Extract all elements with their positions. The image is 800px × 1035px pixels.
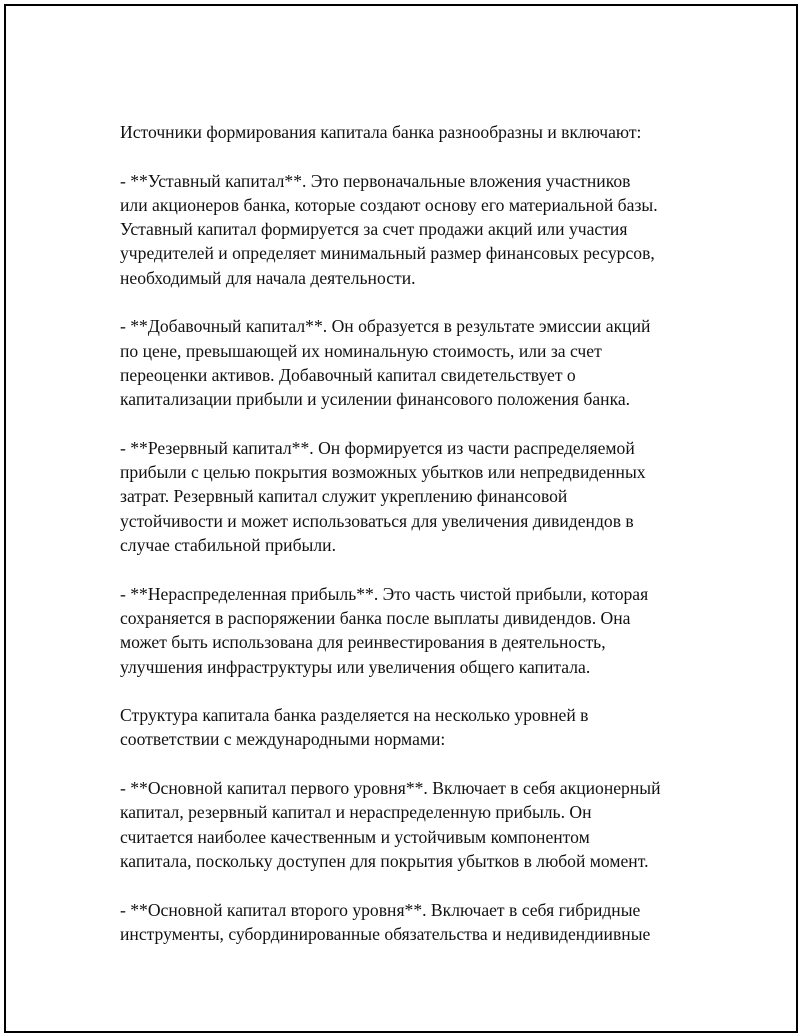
paragraph-reserve-capital	[120, 436, 710, 557]
paragraph-tier-two-capital	[120, 898, 710, 947]
text-line: капитал, резервный капитал и нераспределенную прибыль. Он	[120, 802, 592, 823]
paragraph-retained-earnings	[120, 582, 710, 679]
text-line: - **Основной капитал второго уровня**. Включает в себя гибридные	[120, 899, 641, 920]
text-line: инструменты, субординированные обязательства и недивидендиивные	[120, 923, 651, 944]
text-line: устойчивости и может использоваться для увеличения дивидендов в	[120, 510, 634, 531]
text-line: улучшения инфраструктуры или увеличения общего капитала.	[120, 656, 591, 677]
text-line: - **Нераспределенная прибыль**. Это часть чистой прибыли, которая	[120, 583, 649, 604]
text-line: по цене, превышающей их номинальную стоимость, или за счет	[120, 340, 602, 361]
text-line: - **Основной капитал первого уровня**. Включает в себя акционерный	[120, 778, 661, 799]
paragraph-capital-structure	[120, 703, 710, 752]
text-line: или акционеров банка, которые создают основу его материальной базы.	[120, 194, 658, 215]
paragraph-additional-capital	[120, 314, 710, 411]
paragraph-authorized-capital	[120, 169, 710, 290]
text-line: считается наиболее качественным и устойчивым компонентом	[120, 826, 590, 847]
text-line: сохраняется в распоряжении банка после выплаты дивидендов. Она	[120, 607, 631, 628]
document-page	[4, 4, 798, 1033]
text-line: капитала, поскольку доступен для покрытия убытков в любой момент.	[120, 850, 649, 871]
text-line: Уставный капитал формируется за счет продажи акций или участия	[120, 219, 628, 240]
text-line: прибыли с целью покрытия возможных убытков или непредвиденных	[120, 462, 646, 483]
text-line: - **Резервный капитал**. Он формируется из части распределяемой	[120, 437, 635, 458]
paragraph-tier-one-capital	[120, 776, 710, 873]
text-line: затрат. Резервный капитал служит укреплению финансовой	[120, 486, 568, 507]
text-line: переоценки активов. Добавочный капитал свидетельствует о	[120, 364, 576, 385]
text-line: - **Добавочный капитал**. Он образуется в результате эмиссии акций	[120, 316, 651, 337]
text-line: - **Уставный капитал**. Это первоначальные вложения участников	[120, 170, 631, 191]
text-line: необходимый для начала деятельности.	[120, 267, 416, 288]
text-line: соответствии с международными нормами:	[120, 729, 446, 750]
text-line: учредителей и определяет минимальный размер финансовых ресурсов,	[120, 243, 655, 264]
text-line: может быть использована для реинвестирования в деятельность,	[120, 632, 606, 653]
text-line: капитализации прибыли и усилении финансового положения банка.	[120, 389, 631, 410]
text-line: Источники формирования капитала банка разнообразны и включают:	[120, 122, 642, 142]
text-line: Структура капитала банка разделяется на несколько уровней в	[120, 705, 589, 726]
paragraph-intro	[120, 120, 710, 144]
text-line: случае стабильной прибыли.	[120, 535, 336, 556]
document-body	[120, 120, 710, 970]
